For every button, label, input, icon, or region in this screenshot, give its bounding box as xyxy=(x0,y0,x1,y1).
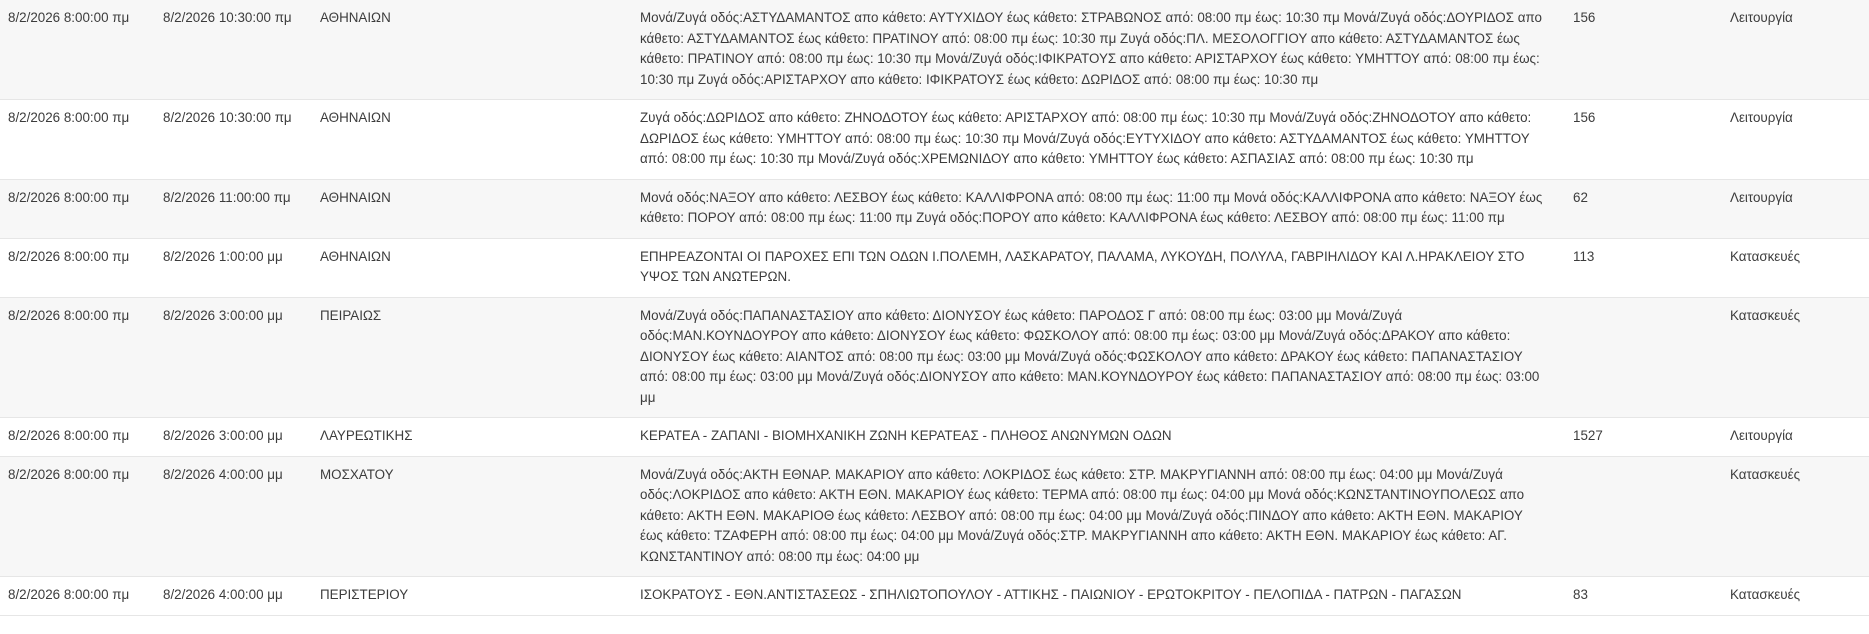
start-time-cell: 8/2/2026 8:00:00 πμ xyxy=(0,100,155,180)
end-time-cell: 8/2/2026 4:00:00 μμ xyxy=(155,577,312,616)
description-cell: Μονά/Ζυγά οδός:ΠΑΠΑΝΑΣΤΑΣΙΟΥ απο κάθετο: ΔΙΟΝΥΣΟΥ έως κάθετο: ΠΑΡΟΔΟΣ Γ από: 08:00 πμ έως: 03:00 μμ Μονά/Ζυγά οδός:ΜΑΝ.ΚΟΥΝΔΟΥΡΟΥ απο κάθετο: ΔΙΟΝΥΣΟΥ έως κάθετο: ΦΩΣΚΟΛΟΥ από: 08:00 πμ έως: 03:00 μμ Μονά/Ζυγά οδός:ΔΡΑΚΟΥ απο κάθετο: ΔΙΟΝΥΣΟΥ έως κάθετο: ΑΙΑΝΤΟΣ από: 08:00 πμ έως: 03:00 μμ Μονά/Ζυγά οδός:ΦΩΣΚΟΛΟΥ απο κάθετο: ΔΡΑΚΟΥ έως κάθετο: ΠΑΠΑΝΑΣΤΑΣΙΟΥ από: 08:00 πμ έως: 03:00 μμ Μονά/Ζυγά οδός:ΔΙΟΝΥΣΟΥ απο κάθετο: ΜΑΝ.ΚΟΥΝΔΟΥΡΟΥ έως κάθετο: ΠΑΠΑΝΑΣΤΑΣΙΟΥ από: 08:00 πμ έως: 03:00 μμ xyxy=(632,297,1565,418)
number-cell: 62 xyxy=(1565,179,1722,238)
type-cell: Λειτουργία xyxy=(1722,0,1869,100)
end-time-cell: 8/2/2026 3:00:00 μμ xyxy=(155,297,312,418)
type-cell: Λειτουργία xyxy=(1722,100,1869,180)
type-cell: Κατασκευές xyxy=(1722,456,1869,577)
number-cell: 1527 xyxy=(1565,418,1722,457)
start-time-cell: 8/2/2026 8:00:00 πμ xyxy=(0,577,155,616)
type-cell: Λειτουργία xyxy=(1722,179,1869,238)
description-cell: Μονά/Ζυγά οδός:ΑΣΤΥΔΑΜΑΝΤΟΣ απο κάθετο: ΑΥΤΥΧΙΔΟΥ έως κάθετο: ΣΤΡΑΒΩΝΟΣ από: 08:00 πμ έως: 10:30 πμ Μονά/Ζυγά οδός:ΔΟΥΡΙΔΟΣ απο κάθετο: ΑΣΤΥΔΑΜΑΝΤΟΣ έως κάθετο: ΠΡΑΤΙΝΟΥ από: 08:00 πμ έως: 10:30 πμ Ζυγά οδός:ΠΛ. ΜΕΣΟΛΟΓΓΙΟΥ απο κάθετο: ΑΣΤΥΔΑΜΑΝΤΟΣ έως κάθετο: ΠΡΑΤΙΝΟΥ από: 08:00 πμ έως: 10:30 πμ Μονά/Ζυγά οδός:ΙΦΙΚΡΑΤΟΥΣ απο κάθετο: ΑΡΙΣΤΑΡΧΟΥ έως κάθετο: ΥΜΗΤΤΟΥ από: 08:00 πμ έως: 10:30 πμ Ζυγά οδός:ΑΡΙΣΤΑΡΧΟΥ απο κάθετο: ΙΦΙΚΡΑΤΟΥΣ έως κάθετο: ΔΩΡΙΔΟΣ από: 08:00 πμ έως: 10:30 πμ xyxy=(632,0,1565,100)
type-cell: Κατασκευές xyxy=(1722,577,1869,616)
area-cell: ΑΘΗΝΑΙΩΝ xyxy=(312,179,632,238)
table-row xyxy=(0,179,1869,238)
start-time-cell: 8/2/2026 8:00:00 πμ xyxy=(0,297,155,418)
end-time-cell: 8/2/2026 10:30:00 πμ xyxy=(155,100,312,180)
description-cell: ΚΕΡΑΤΕΑ - ΖΑΠΑΝΙ - ΒΙΟΜΗΧΑΝΙΚΗ ΖΩΝΗ ΚΕΡΑΤΕΑΣ - ΠΛΗΘΟΣ ΑΝΩΝΥΜΩΝ ΟΔΩΝ xyxy=(632,418,1565,457)
end-time-cell: 8/2/2026 4:00:00 μμ xyxy=(155,456,312,577)
type-cell: Κατασκευές xyxy=(1722,297,1869,418)
area-cell: ΑΘΗΝΑΙΩΝ xyxy=(312,238,632,297)
end-time-cell: 8/2/2026 10:30:00 πμ xyxy=(155,0,312,100)
start-time-cell: 8/2/2026 8:00:00 πμ xyxy=(0,0,155,100)
table-row xyxy=(0,238,1869,297)
area-cell: ΠΕΙΡΑΙΩΣ xyxy=(312,297,632,418)
table-row xyxy=(0,100,1869,180)
area-cell: ΠΕΡΙΣΤΕΡΙΟΥ xyxy=(312,577,632,616)
start-time-cell: 8/2/2026 8:00:00 πμ xyxy=(0,238,155,297)
number-cell xyxy=(1565,297,1722,418)
table-row xyxy=(0,0,1869,100)
area-cell: ΑΘΗΝΑΙΩΝ xyxy=(312,0,632,100)
table-row xyxy=(0,297,1869,418)
description-cell: ΕΠΗΡΕΑΖΟΝΤΑΙ ΟΙ ΠΑΡΟΧΕΣ ΕΠΙ ΤΩΝ ΟΔΩΝ Ι.ΠΟΛΕΜΗ, ΛΑΣΚΑΡΑΤΟΥ, ΠΑΛΑΜΑ, ΛΥΚΟΥΔΗ, ΠΟΛΥΛΑ, ΓΑΒΡΙΗΛΙΔΟΥ ΚΑΙ Λ.ΗΡΑΚΛΕΙΟΥ ΣΤΟ ΥΨΟΣ ΤΩΝ ΑΝΩΤΕΡΩΝ. xyxy=(632,238,1565,297)
number-cell xyxy=(1565,456,1722,577)
area-cell: ΑΘΗΝΑΙΩΝ xyxy=(312,100,632,180)
type-cell: Λειτουργία xyxy=(1722,418,1869,457)
type-cell: Κατασκευές xyxy=(1722,238,1869,297)
end-time-cell: 8/2/2026 11:00:00 πμ xyxy=(155,179,312,238)
description-cell: Μονά οδός:ΝΑΞΟΥ απο κάθετο: ΛΕΣΒΟΥ έως κάθετο: ΚΑΛΛΙΦΡΟΝΑ από: 08:00 πμ έως: 11:00 πμ Μονά οδός:ΚΑΛΛΙΦΡΟΝΑ απο κάθετο: ΝΑΞΟΥ έως κάθετο: ΠΟΡΟΥ από: 08:00 πμ έως: 11:00 πμ Ζυγά οδός:ΠΟΡΟΥ απο κάθετο: ΚΑΛΛΙΦΡΟΝΑ έως κάθετο: ΛΕΣΒΟΥ από: 08:00 πμ έως: 11:00 πμ xyxy=(632,179,1565,238)
number-cell: 83 xyxy=(1565,577,1722,616)
start-time-cell: 8/2/2026 8:00:00 πμ xyxy=(0,418,155,457)
description-cell: Ζυγά οδός:ΔΩΡΙΔΟΣ απο κάθετο: ΖΗΝΟΔΟΤΟΥ έως κάθετο: ΑΡΙΣΤΑΡΧΟΥ από: 08:00 πμ έως: 10:30 πμ Μονά/Ζυγά οδός:ΖΗΝΟΔΟΤΟΥ απο κάθετο: ΔΩΡΙΔΟΣ έως κάθετο: ΥΜΗΤΤΟΥ από: 08:00 πμ έως: 10:30 πμ Μονά/Ζυγά οδός:ΕΥΤΥΧΙΔΟΥ απο κάθετο: ΑΣΤΥΔΑΜΑΝΤΟΣ έως κάθετο: ΥΜΗΤΤΟΥ από: 08:00 πμ έως: 10:30 πμ Μονά/Ζυγά οδός:ΧΡΕΜΩΝΙΔΟΥ απο κάθετο: ΥΜΗΤΤΟΥ έως κάθετο: ΑΣΠΑΣΙΑΣ από: 08:00 πμ έως: 10:30 πμ xyxy=(632,100,1565,180)
start-time-cell: 8/2/2026 8:00:00 πμ xyxy=(0,179,155,238)
table-row xyxy=(0,577,1869,616)
start-time-cell: 8/2/2026 8:00:00 πμ xyxy=(0,456,155,577)
description-cell: Μονά/Ζυγά οδός:ΑΚΤΗ ΕΘΝΑΡ. ΜΑΚΑΡΙΟΥ απο κάθετο: ΛΟΚΡΙΔΟΣ έως κάθετο: ΣΤΡ. ΜΑΚΡΥΓΙΑΝΝΗ από: 08:00 πμ έως: 04:00 μμ Μονά/Ζυγά οδός:ΛΟΚΡΙΔΟΣ απο κάθετο: ΑΚΤΗ ΕΘΝ. ΜΑΚΑΡΙΟΥ έως κάθετο: ΤΕΡΜΑ από: 08:00 πμ έως: 04:00 μμ Μονά οδός:ΚΩΝΣΤΑΝΤΙΝΟΥΠΟΛΕΩΣ απο κάθετο: ΑΚΤΗ ΕΘΝ. ΜΑΚΑΡΙΟΘ έως κάθετο: ΛΕΣΒΟΥ από: 08:00 πμ έως: 04:00 μμ Μονά/Ζυγά οδός:ΠΙΝΔΟΥ απο κάθετο: ΑΚΤΗ ΕΘΝ. ΜΑΚΑΡΙΟΥ έως κάθετο: ΤΖΑΦΕΡΗ από: 08:00 πμ έως: 04:00 μμ Μονά/Ζυγά οδός:ΣΤΡ. ΜΑΚΡΥΓΙΑΝΝΗ απο κάθετο: ΑΚΤΗ ΕΘΝ. ΜΑΚΑΡΙΟΥ έως κάθετο: ΑΓ. ΚΩΝΣΤΑΝΤΙΝΟΥ από: 08:00 πμ έως: 04:00 μμ xyxy=(632,456,1565,577)
description-cell: ΙΣΟΚΡΑΤΟΥΣ - ΕΘΝ.ΑΝΤΙΣΤΑΣΕΩΣ - ΣΠΗΛΙΩΤΟΠΟΥΛΟΥ - ΑΤΤΙΚΗΣ - ΠΑΙΩΝΙΟΥ - ΕΡΩΤΟΚΡΙΤΟΥ - ΠΕΛΟΠΙΔΑ - ΠΑΤΡΩΝ - ΠΑΓΑΣΩΝ xyxy=(632,577,1565,616)
end-time-cell: 8/2/2026 3:00:00 μμ xyxy=(155,418,312,457)
table-row xyxy=(0,456,1869,577)
area-cell: ΛΑΥΡΕΩΤΙΚΗΣ xyxy=(312,418,632,457)
number-cell: 113 xyxy=(1565,238,1722,297)
table-row xyxy=(0,418,1869,457)
end-time-cell: 8/2/2026 1:00:00 μμ xyxy=(155,238,312,297)
area-cell: ΜΟΣΧΑΤΟΥ xyxy=(312,456,632,577)
number-cell: 156 xyxy=(1565,0,1722,100)
number-cell: 156 xyxy=(1565,100,1722,180)
